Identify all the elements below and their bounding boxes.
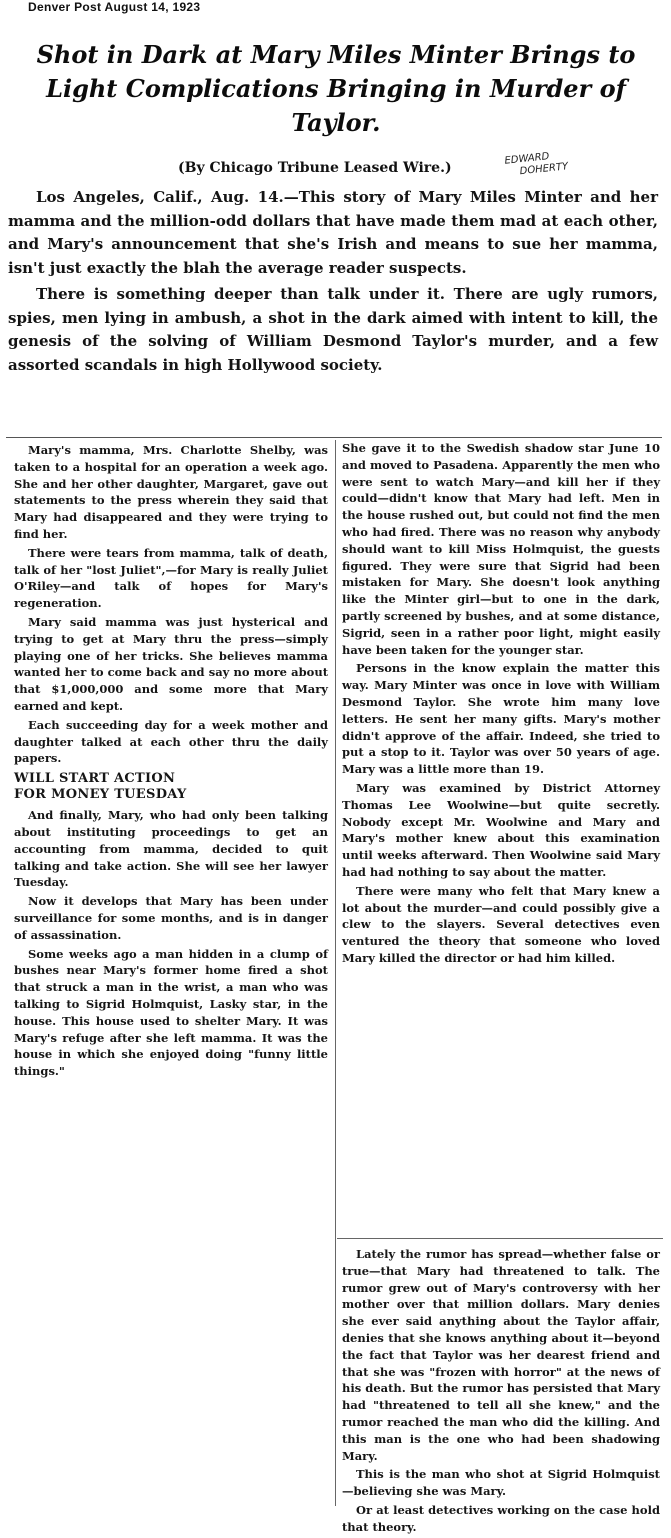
article-paragraph: And finally, Mary, who had only been talking about instituting proceedings to get an accounting from mamma, decided to quit talking and take action. She will see her lawyer Tuesday.: [14, 808, 328, 890]
column-divider: [335, 440, 336, 1506]
right-column: [342, 440, 660, 969]
handwritten-note-line: DOHERTY: [519, 161, 569, 178]
article-paragraph: Mary was examined by District Attorney Thomas Lee Woolwine—but quite secretly. Nobody except Mr. Woolwine and Mary and Mary's mother knew about this examination until weeks afterward. Then Woolwine said Mary had had nothing to say about the matter.: [342, 780, 660, 879]
article-paragraph: There were tears from mamma, talk of death, talk of her "lost Juliet",—for Mary is really Juliet O'Riley—and talk of hopes for Mary's regeneration.: [14, 545, 328, 611]
right-column-continued: [342, 1246, 660, 1538]
article-paragraph: Lately the rumor has spread—whether false or true—that Mary had threatened to talk. The rumor grew out of Mary's controversy with her mother over that million dollars. Mary denies she ever said anything about the Taylor affair, denies that she knows anything about it—beyond the fact that Taylor was her dearest friend and that she was "frozen with horror" at the news of his death. But the rumor has persisted that Mary had "threatened to tell all she knew," and the rumor reached the man who did the killing. And this man is the one who had been shadowing Mary.: [342, 1247, 660, 1463]
article-paragraph: Mary said mamma was just hysterical and trying to get at Mary thru the press—simply playing one of her tricks. She believes mamma wanted her to come back and say no more about that $1,000,000 and some more that Mary earned and kept.: [14, 614, 328, 713]
article-paragraph: Each succeeding day for a week mother and daughter talked at each other thru the daily papers.: [14, 717, 328, 766]
handwritten-note: [504, 144, 616, 179]
section-divider: [6, 437, 662, 438]
article-paragraph: Or at least detectives working on the case hold that theory.: [342, 1502, 660, 1534]
headline: Shot in Dark at Mary Miles Minter Brings to Light Complications Bringing in Murder of Taylor.: [36, 40, 636, 137]
article-paragraph: She gave it to the Swedish shadow star June 10 and moved to Pasadena. Apparently the men who were sent to watch Mary—and kill her if they could—didn't know that Mary had left. Men in the house rushed out, but could not find the men who had fired. There was no reason why anybody should want to kill Miss Holmquist, the guests figured. They were sure that Sigrid had been mistaken for Mary. She doesn't look anything like the Minter girl—but to one in the dark, partly screened by bushes, and at some distance, Sigrid, seen in a rather poor light, might easily have been taken for the younger star.: [342, 441, 660, 657]
article-paragraph: There were many who felt that Mary knew a lot about the murder—and could possibly give a clew to the slayers. Several detectives even ventured the theory that someone who loved Mary killed the director or had him killed.: [342, 883, 660, 965]
lead-paragraph: Los Angeles, Calif., Aug. 14.—This story of Mary Miles Minter and her mamma and the million-odd dollars that have made them mad at each other, and Mary's announcement that she's Irish and means to sue her mamma, isn't just exactly the blah the average reader suspects.: [8, 188, 658, 277]
article-paragraph: Mary's mamma, Mrs. Charlotte Shelby, was taken to a hospital for an operation a week ago. She and her other daughter, Margaret, gave out statements to the press wherein they said that Mary had disappeared and they were trying to find her.: [14, 443, 328, 541]
article-paragraph: Now it develops that Mary has been under surveillance for some months, and is in danger of assassination.: [14, 894, 328, 942]
lead-paragraph: There is something deeper than talk under it. There are ugly rumors, spies, men lying in ambush, a shot in the dark aimed with intent to kill, the genesis of the solving of William Desmond Taylor's murder, and a few assorted scandals in high Hollywood society.: [8, 285, 658, 374]
source-citation: Denver Post August 14, 1923: [28, 0, 201, 14]
article-paragraph: Persons in the know explain the matter this way. Mary Minter was once in love with William Desmond Taylor. She wrote him many love letters. He sent her many gifts. Mary's mother didn't approve of the affair. Indeed, she tried to put a stop to it. Taylor was over 50 years of age. Mary was a little more than 19.: [342, 661, 660, 777]
article-paragraph: Some weeks ago a man hidden in a clump of bushes near Mary's former home fired a shot that struck a man in the wrist, a man who was talking to Sigrid Holmquist, Lasky star, in the house. This house used to shelter Mary. It was Mary's refuge after she left mamma. It was the house in which she enjoyed doing "funny little things.": [14, 946, 328, 1079]
article-paragraph: This is the man who shot at Sigrid Holmquist—believing she was Mary.: [342, 1467, 660, 1499]
subheading: [14, 771, 328, 803]
handwritten-note-line: EDWARD: [504, 151, 550, 167]
lead-text: [8, 186, 658, 380]
left-column: [14, 442, 328, 1082]
subheading-line: WILL START ACTION: [14, 771, 176, 787]
byline: (By Chicago Tribune Leased Wire.): [178, 160, 452, 176]
column-section-rule: [337, 1238, 663, 1239]
subheading-line: FOR MONEY TUESDAY: [14, 787, 187, 803]
